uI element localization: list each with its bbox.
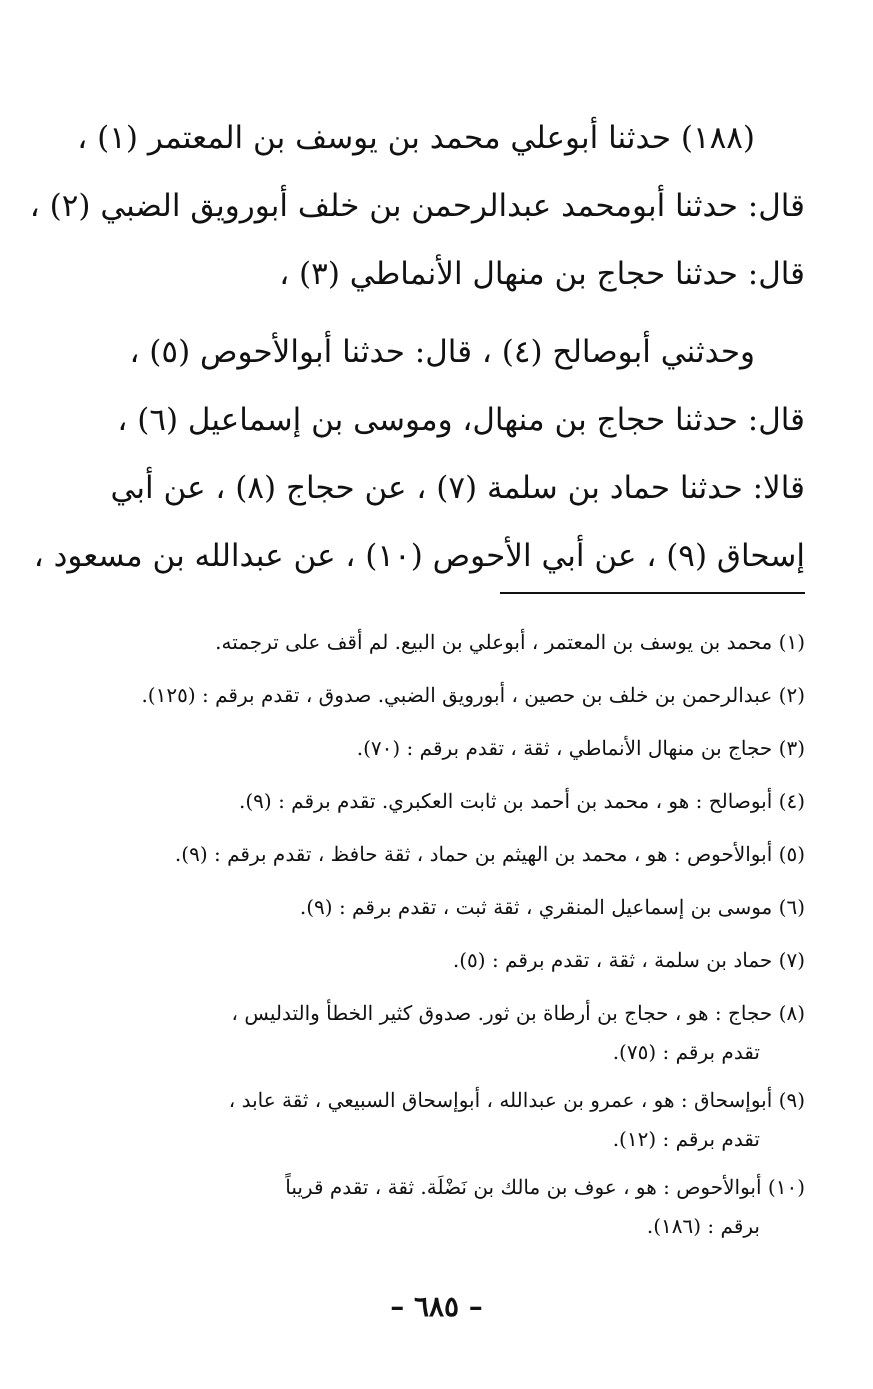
main-line: إسحاق (٩) ، عن أبي الأحوص (١٠) ، عن عبدالله بن مسعود ، [33, 538, 805, 574]
main-text [29, 104, 805, 590]
footnote: (٤) أبوصالح : هو ، محمد بن أحمد بن ثابت العكبري. تقدم برقم : (٩). [238, 789, 805, 813]
main-line: قال: حدثنا حجاج بن منهال الأنماطي (٣) ، [279, 256, 805, 292]
footnote-continuation: تقدم برقم : (٧٥). [612, 1040, 760, 1064]
footnote: (٨) حجاج : هو ، حجاج بن أرطاة بن ثور. صدوق كثير الخطأ والتدليس ، [231, 1001, 805, 1025]
footnote-divider [500, 592, 805, 594]
footnote: (٧) حماد بن سلمة ، ثقة ، تقدم برقم : (٥). [452, 948, 805, 972]
footnote: (٢) عبدالرحمن بن خلف بن حصين ، أبورويق الضبي. صدوق ، تقدم برقم : (١٢٥). [141, 683, 805, 707]
footnote: (٥) أبوالأحوص : هو ، محمد بن الهيثم بن حماد ، ثقة حافظ ، تقدم برقم : (٩). [174, 842, 805, 866]
footnote-continuation: تقدم برقم : (١٢). [612, 1127, 760, 1151]
footnote: (١) محمد بن يوسف بن المعتمر ، أبوعلي بن البيع. لم أقف على ترجمته. [215, 630, 805, 654]
footnote-continuation: برقم : (١٨٦). [646, 1214, 760, 1238]
footnote: (١٠) أبوالأحوص : هو ، عوف بن مالك بن نَضْلَة. ثقة ، تقدم قريباً [285, 1175, 805, 1199]
footnote: (٣) حجاج بن منهال الأنماطي ، ثقة ، تقدم برقم : (٧٠). [356, 736, 805, 760]
footnote: (٦) موسى بن إسماعيل المنقري ، ثقة ثبت ، تقدم برقم : (٩). [299, 895, 805, 919]
main-line: (١٨٨) حدثنا أبوعلي محمد بن يوسف بن المعتمر (١) ، [77, 120, 755, 156]
main-line: قال: حدثنا حجاج بن منهال، وموسى بن إسماعيل (٦) ، [117, 402, 805, 438]
main-line: قالا: حدثنا حماد بن سلمة (٧) ، عن حجاج (٨) ، عن أبي [110, 470, 805, 506]
main-line: وحدثني أبوصالح (٤) ، قال: حدثنا أبوالأحوص (٥) ، [129, 334, 755, 370]
main-line: قال: حدثنا أبومحمد عبدالرحمن بن خلف أبورويق الضبي (٢) ، [29, 188, 805, 224]
page-number: – ٦٨٥ – [390, 1290, 483, 1323]
footnote: (٩) أبوإسحاق : هو ، عمرو بن عبدالله ، أبوإسحاق السبيعي ، ثقة عابد ، [228, 1088, 805, 1112]
footnotes [60, 616, 805, 1248]
